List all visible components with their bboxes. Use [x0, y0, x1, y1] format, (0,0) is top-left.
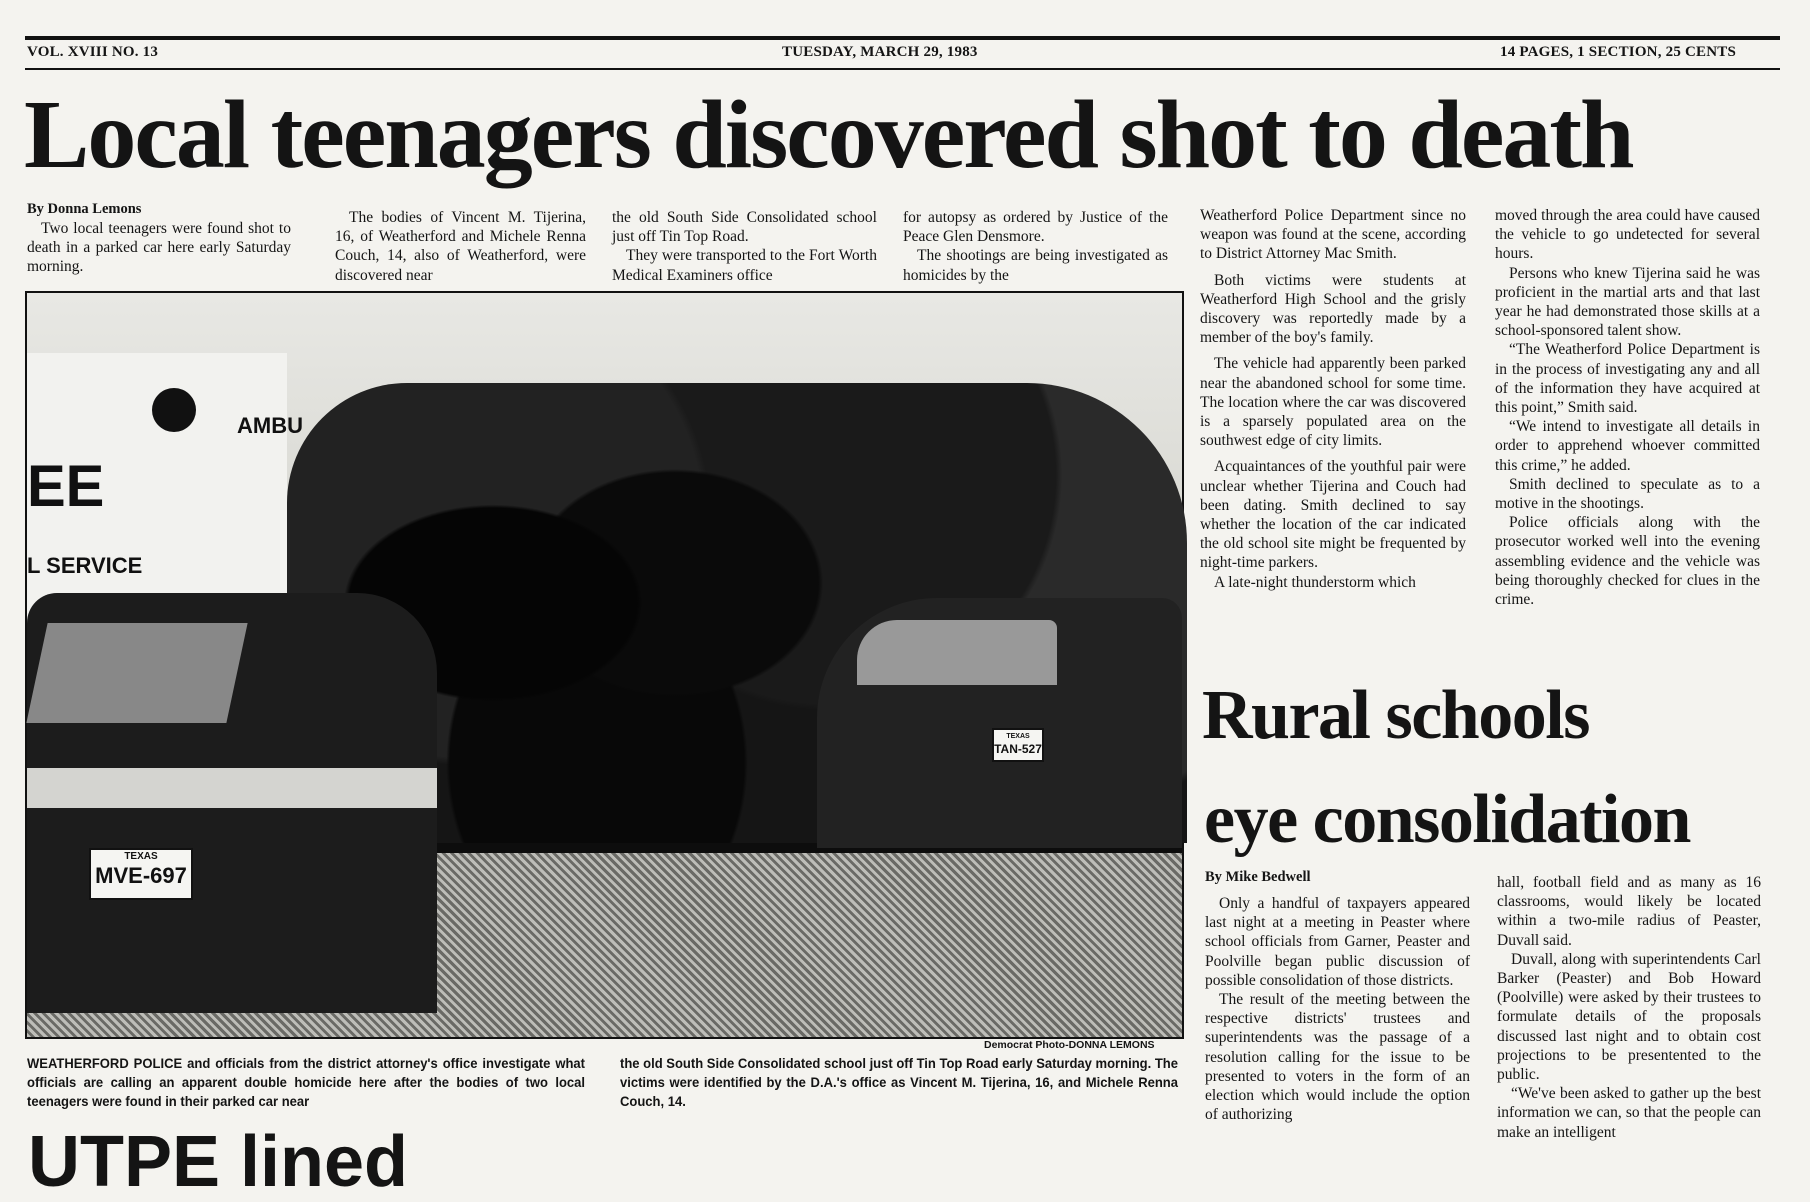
paragraph: “We intend to investigate all details in order to apprehend whoever committed this crime,” he added.	[1495, 418, 1760, 474]
paragraph: hall, football field and as many as 16 classrooms, would likely be located within a two-mile radius of Peaster, Duvall said.	[1497, 874, 1761, 949]
photo-caption-col-2: the old South Side Consolidated school just off Tin Top Road early Saturday morning. The victims were identified by the D.A.'s office as Vincent M. Tijerina, 16, and Michele Renna Couch, 14.	[620, 1055, 1178, 1109]
plate-number: TAN-527	[994, 742, 1042, 756]
paragraph: the old South Side Consolidated school just off Tin Top Road.	[612, 209, 877, 246]
paragraph: The result of the meeting between the respective districts' trustees and superintendents was the passage of a resolution calling for the issue to be presented to voters in the form of an election which would include the option of authorizing	[1205, 991, 1470, 1124]
paragraph: They were transported to the Fort Worth Medical Examiners office	[612, 247, 877, 284]
license-plate-right	[992, 728, 1044, 762]
volume-number: VOL. XVIII NO. 13	[27, 44, 159, 60]
page-count-price: 14 PAGES, 1 SECTION, 25 CENTS	[1500, 44, 1736, 60]
paragraph: Acquaintances of the youthful pair were unclear whether Tijerina and Couch had been dating. Smith declined to say whether the location of the car indicated the old school site might be frequented by night-time parkers.	[1200, 458, 1466, 572]
caption-lead: WEATHERFORD POLICE	[27, 1055, 183, 1071]
masthead-top-rule	[25, 36, 1780, 40]
caption-text: and officials from the district attorney's office investigate what officials are calling an apparent double homicide here after the bodies of two local teenagers were found in their parked car near	[27, 1055, 586, 1109]
ambulance-light	[152, 388, 196, 432]
paragraph: The shootings are being investigated as homicides by the	[903, 247, 1168, 284]
photo-caption-col-1	[27, 1054, 585, 1111]
second-story-byline: By Mike Bedwell	[1205, 869, 1311, 885]
main-story-col-5	[1200, 206, 1466, 592]
ambulance-lettering: L SERVICE	[27, 553, 143, 578]
paragraph: moved through the area could have caused the vehicle to go undetected for several hours.	[1495, 207, 1760, 263]
paragraph: The bodies of Vincent M. Tijerina, 16, of Weatherford and Michele Renna Couch, 14, also of Weatherford, were discovered near	[335, 209, 586, 284]
issue-date: TUESDAY, MARCH 29, 1983	[782, 44, 978, 60]
paragraph: Police officials along with the prosecutor worked well into the evening assembling evidence and the vehicle was being thoroughly checked for clues in the crime.	[1495, 514, 1760, 609]
main-story-col-3	[612, 208, 877, 285]
license-plate-left	[89, 848, 193, 900]
ambulance-lettering: AMBU	[237, 413, 303, 438]
second-headline-line-2: eye consolidation	[1204, 781, 1690, 858]
paragraph: Duvall, along with superintendents Carl Barker (Peaster) and Bob Howard (Poolville) were asked by their trustees to formulate details of the proposals discussed last night and to obtain cost projections to be presentented to the public.	[1497, 950, 1761, 1084]
ambulance-lettering: EE	[27, 454, 105, 519]
paragraph: for autopsy as ordered by Justice of the Peace Glen Densmore.	[903, 209, 1168, 246]
paragraph: A late-night thunderstorm which	[1214, 573, 1416, 591]
parked-car-left	[27, 593, 437, 1013]
paragraph: Both victims were students at Weatherford High School and the grisly discovery was reportedly made by a member of the boy's family.	[1200, 271, 1466, 347]
paragraph: Persons who knew Tijerina said he was proficient in the martial arts and that last year he had demonstrated those skills at a school-sponsored talent show.	[1495, 264, 1760, 340]
next-story-headline: UTPE lined	[28, 1122, 409, 1202]
news-photo	[25, 291, 1184, 1039]
second-headline-line-1: Rural schools	[1202, 677, 1589, 754]
paragraph: “The Weatherford Police Department is in the process of investigating any and all of the information they have acquired at this point,” Smith said.	[1495, 341, 1760, 417]
paragraph: Weatherford Police Department since no weapon was found at the scene, according to District Attorney Mac Smith.	[1200, 207, 1466, 263]
paragraph: “We've been asked to gather up the best information we can, so that the people can make an intelligent	[1497, 1085, 1761, 1141]
photo-credit: Democrat Photo-DONNA LEMONS	[984, 1039, 1155, 1051]
paragraph: Only a handful of taxpayers appeared last night at a meeting in Peaster where school officials from Garner, Peaster and Poolville began public discussion of possible consolidation of those districts.	[1205, 895, 1470, 989]
car-window	[857, 620, 1057, 685]
paragraph: Two local teenagers were found shot to death in a parked car here early Saturday morning.	[27, 220, 291, 276]
main-headline: Local teenagers discovered shot to death	[24, 81, 1633, 189]
car-window	[26, 623, 247, 723]
paragraph: Smith declined to speculate as to a motive in the shootings.	[1495, 475, 1760, 513]
second-story-col-2	[1497, 873, 1761, 1142]
main-story-col-2	[335, 208, 586, 285]
main-story-col-4	[903, 208, 1168, 285]
masthead-bottom-rule	[25, 68, 1780, 70]
car-trunk	[27, 768, 437, 808]
main-story-byline: By Donna Lemons	[27, 201, 142, 217]
plate-state: TEXAS	[124, 851, 158, 862]
main-story-col-6	[1495, 206, 1760, 609]
parked-car-right	[817, 598, 1182, 848]
plate-number: MVE-697	[95, 863, 187, 888]
next-headline-clip	[0, 1122, 1190, 1202]
main-story-col-1	[27, 200, 291, 277]
second-story-col-1	[1205, 868, 1470, 1124]
plate-state: TEXAS	[1006, 733, 1030, 740]
paragraph: The vehicle had apparently been parked near the abandoned school for some time. The location where the car was discovered is a sparsely populated area on the southwest edge of city limits.	[1200, 355, 1466, 450]
